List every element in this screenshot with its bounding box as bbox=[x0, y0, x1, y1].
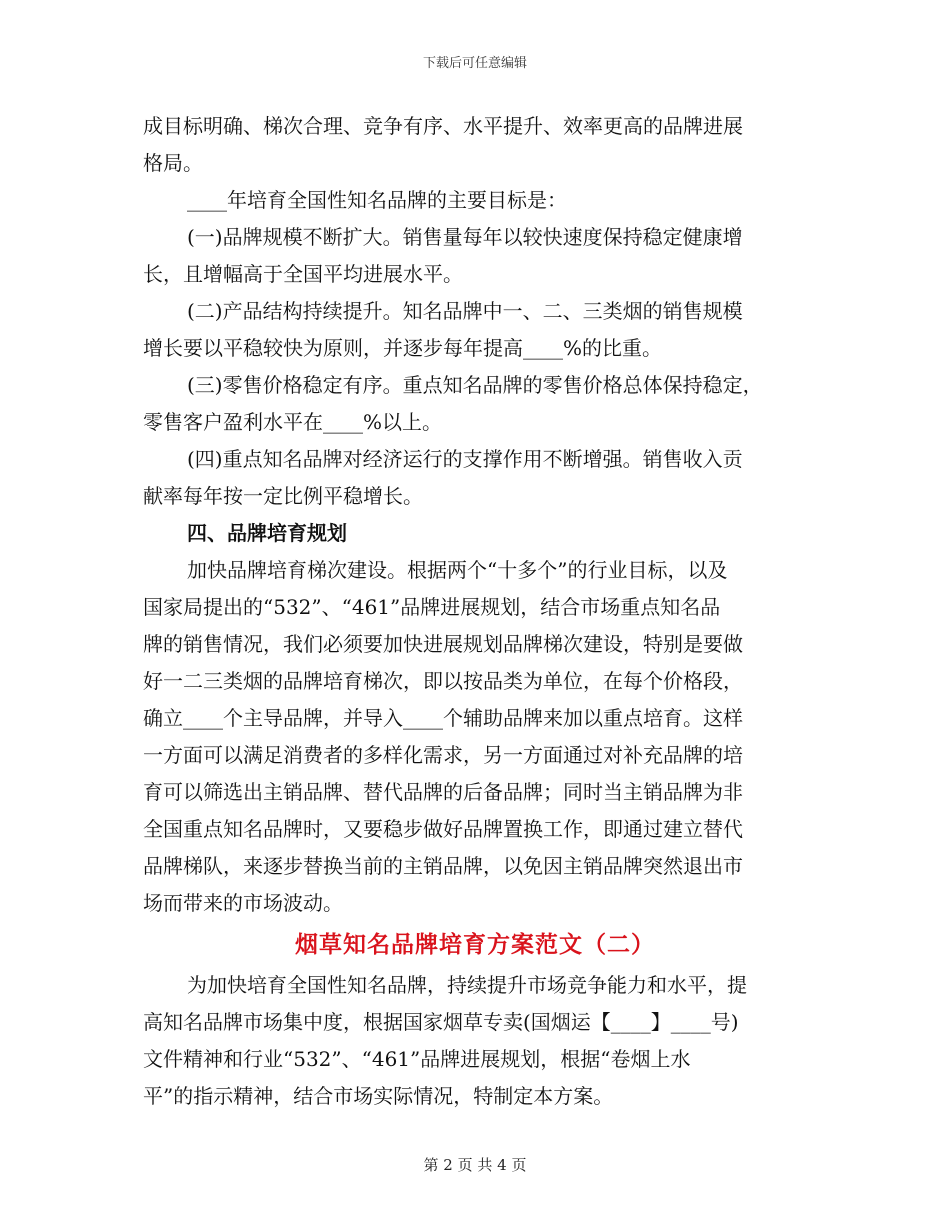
section1-body bbox=[143, 108, 803, 922]
paragraph-line: 好一二三类烟的品牌培育梯次，即以按品类为单位，在每个价格段， bbox=[143, 669, 743, 693]
paragraph-line: 为加快培育全国性知名品牌，持续提升市场竞争能力和水平，提 bbox=[187, 973, 747, 997]
paragraph-line: 品牌梯队，来逐步替换当前的主销品牌，以免因主销品牌突然退出市 bbox=[143, 854, 743, 878]
paragraph-line: ____年培育全国性知名品牌的主要目标是： bbox=[187, 188, 567, 212]
page-header: 下载后可任意编辑 bbox=[422, 56, 527, 71]
paragraph-line: 成目标明确、梯次合理、竞争有序、水平提升、效率更高的品牌进展 bbox=[143, 114, 743, 138]
section2-body bbox=[143, 967, 803, 1115]
paragraph-line: 献率每年按一定比例平稳增长。 bbox=[143, 484, 423, 508]
paragraph-line: 确立____个主导品牌，并导入____个辅助品牌来加以重点培育。这样 bbox=[143, 706, 743, 730]
paragraph-line: 文件精神和行业“532”、“461”品牌进展规划，根据“卷烟上水 bbox=[143, 1047, 691, 1071]
paragraph-line: 格局。 bbox=[143, 151, 203, 175]
paragraph-line: 高知名品牌市场集中度，根据国家烟草专卖(国烟运【____】____号) bbox=[143, 1010, 739, 1034]
paragraph-line: 牌的销售情况，我们必须要加快进展规划品牌梯次建设，特别是要做 bbox=[143, 632, 743, 656]
paragraph-line: 场而带来的市场波动。 bbox=[143, 891, 343, 915]
paragraph-line: (三)零售价格稳定有序。重点知名品牌的零售价格总体保持稳定， bbox=[187, 373, 763, 397]
paragraph-line: 平”的指示精神，结合市场实际情况，特制定本方案。 bbox=[143, 1084, 614, 1108]
paragraph-line: (四)重点知名品牌对经济运行的支撑作用不断增强。销售收入贡 bbox=[187, 447, 743, 471]
paragraph-line: 增长要以平稳较快为原则，并逐步每年提高____%的比重。 bbox=[143, 336, 663, 360]
paragraph-line: 育可以筛选出主销品牌、替代品牌的后备品牌；同时当主销品牌为非 bbox=[143, 780, 743, 804]
paragraph-line: (二)产品结构持续提升。知名品牌中一、二、三类烟的销售规模 bbox=[187, 299, 743, 323]
document-title: 烟草知名品牌培育方案范文（二） bbox=[295, 931, 655, 958]
section-heading: 四、品牌培育规划 bbox=[187, 521, 347, 545]
paragraph-line: 加快品牌培育梯次建设。根据两个“十多个”的行业目标，以及 bbox=[187, 558, 728, 582]
paragraph-line: 国家局提出的“532”、“461”品牌进展规划，结合市场重点知名品 bbox=[143, 595, 721, 619]
paragraph-line: 全国重点知名品牌时，又要稳步做好品牌置换工作，即通过建立替代 bbox=[143, 817, 743, 841]
paragraph-line: 长，且增幅高于全国平均进展水平。 bbox=[143, 262, 463, 286]
page-footer: 第 2 页 共 4 页 bbox=[423, 1156, 527, 1174]
paragraph-line: 一方面可以满足消费者的多样化需求，另一方面通过对补充品牌的培 bbox=[143, 743, 743, 767]
paragraph-line: 零售客户盈利水平在____%以上。 bbox=[143, 410, 443, 434]
paragraph-line: (一)品牌规模不断扩大。销售量每年以较快速度保持稳定健康增 bbox=[187, 225, 743, 249]
